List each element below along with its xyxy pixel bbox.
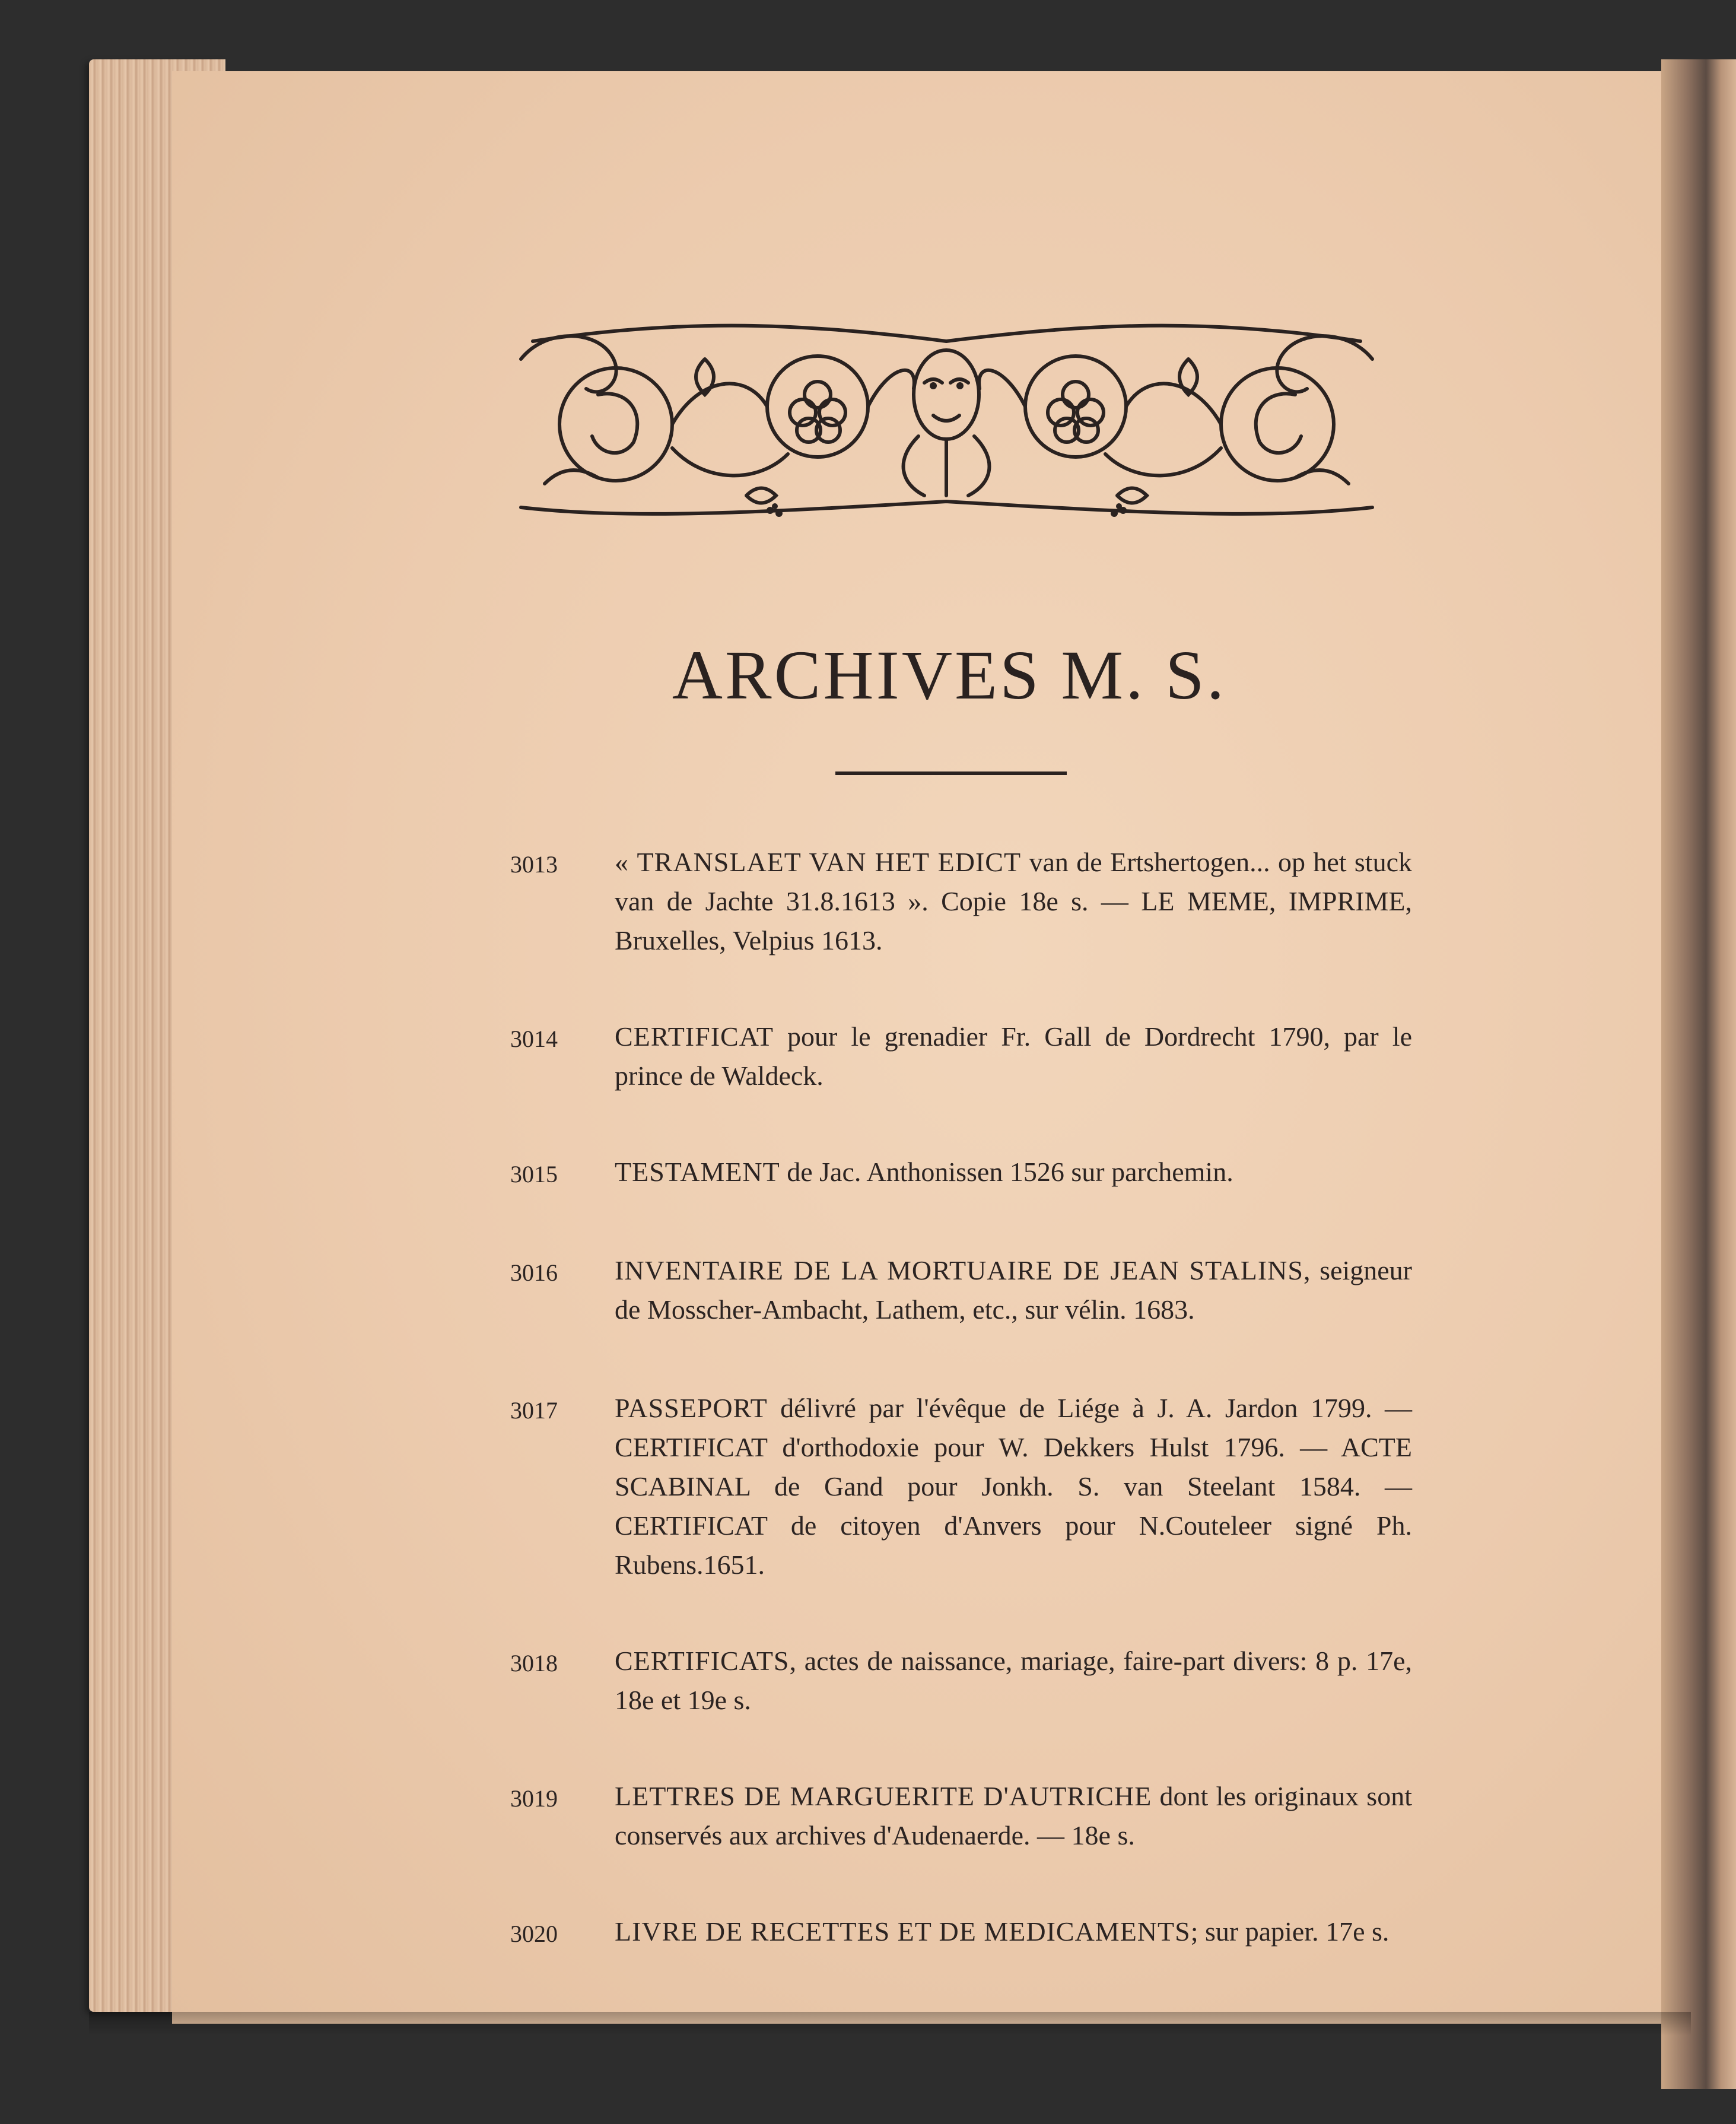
entry-heading: PASSEPORT <box>615 1393 768 1423</box>
entry-heading: INVENTAIRE DE LA MORTUAIRE DE JEAN STALINS <box>615 1255 1303 1285</box>
entry-number: 3013 <box>510 851 558 878</box>
catalogue-entries <box>510 843 1412 2011</box>
entry-body: , seigneur de Mosscher-Ambacht, Lathem, etc., sur vélin. 1683. <box>615 1255 1412 1325</box>
page-shadow <box>89 2012 1691 2036</box>
title-divider <box>835 772 1067 775</box>
entry-heading: CERTIFICAT <box>615 1021 774 1052</box>
entry-number: 3019 <box>510 1785 558 1812</box>
catalogue-entry <box>510 1153 1412 1194</box>
entry-text <box>615 1251 1412 1329</box>
entry-body: de Jac. Anthonissen 1526 sur parchemin. <box>780 1157 1233 1187</box>
catalogue-entry <box>510 1912 1412 1954</box>
entry-body: ; sur papier. 17e s. <box>1190 1916 1390 1947</box>
entry-number: 3020 <box>510 1920 558 1947</box>
catalogue-entry <box>510 843 1412 960</box>
catalogue-entry <box>510 1642 1412 1720</box>
entry-number: 3015 <box>510 1161 558 1188</box>
entry-heading: « TRANSLAET VAN HET EDICT <box>615 847 1022 877</box>
entry-number: 3016 <box>510 1259 558 1286</box>
entry-text <box>615 843 1412 960</box>
catalogue-entry <box>510 1389 1412 1585</box>
catalogue-entry <box>510 1017 1412 1096</box>
entry-body: , actes de naissance, mariage, faire-part divers: 8 p. 17e, 18e et 19e s. <box>615 1646 1412 1715</box>
entry-body: pour le grenadier Fr. Gall de Dordrecht 1790, par le prince de Waldeck. <box>615 1021 1412 1091</box>
entry-text <box>615 1642 1412 1720</box>
entry-body: dont les originaux sont conservés aux archives d'Audenaerde. — 18e s. <box>615 1781 1412 1850</box>
entry-heading: LIVRE DE RECETTES ET DE MEDICAMENTS <box>615 1916 1191 1947</box>
ornament-headpiece-icon <box>509 306 1384 525</box>
entry-body: van de Ertshertogen... op het stuck van de Jachte 31.8.1613 ». Copie 18e s. — LE MEME, IMPRIME, Bruxelles, Velpius 1613. <box>615 847 1412 955</box>
book-gutter <box>1661 59 1736 2089</box>
page-title: ARCHIVES M. S. <box>672 636 1227 714</box>
entry-body: délivré par l'évêque de Liége à J. A. Jardon 1799. — CERTIFICAT d'orthodoxie pour W. Dekkers Hulst 1796. — ACTE SCABINAL de Gand pour Jonkh. S. van Steelant 1584. — CERTIFICAT de citoyen d'Anvers pour N.Couteleer signé Ph. Rubens.1651. <box>615 1393 1412 1580</box>
entry-text <box>615 1017 1412 1096</box>
entry-text <box>615 1912 1412 1954</box>
catalogue-entry <box>510 1777 1412 1855</box>
entry-text <box>615 1153 1412 1194</box>
entry-text <box>615 1777 1412 1855</box>
entry-text <box>615 1389 1412 1585</box>
entry-number: 3018 <box>510 1650 558 1677</box>
entry-number: 3017 <box>510 1397 558 1424</box>
entry-heading: CERTIFICATS <box>615 1646 790 1676</box>
entry-heading: TESTAMENT <box>615 1157 780 1187</box>
entry-number: 3014 <box>510 1026 558 1052</box>
catalogue-entry <box>510 1251 1412 1329</box>
entry-heading: LETTRES DE MARGUERITE D'AUTRICHE <box>615 1781 1152 1811</box>
